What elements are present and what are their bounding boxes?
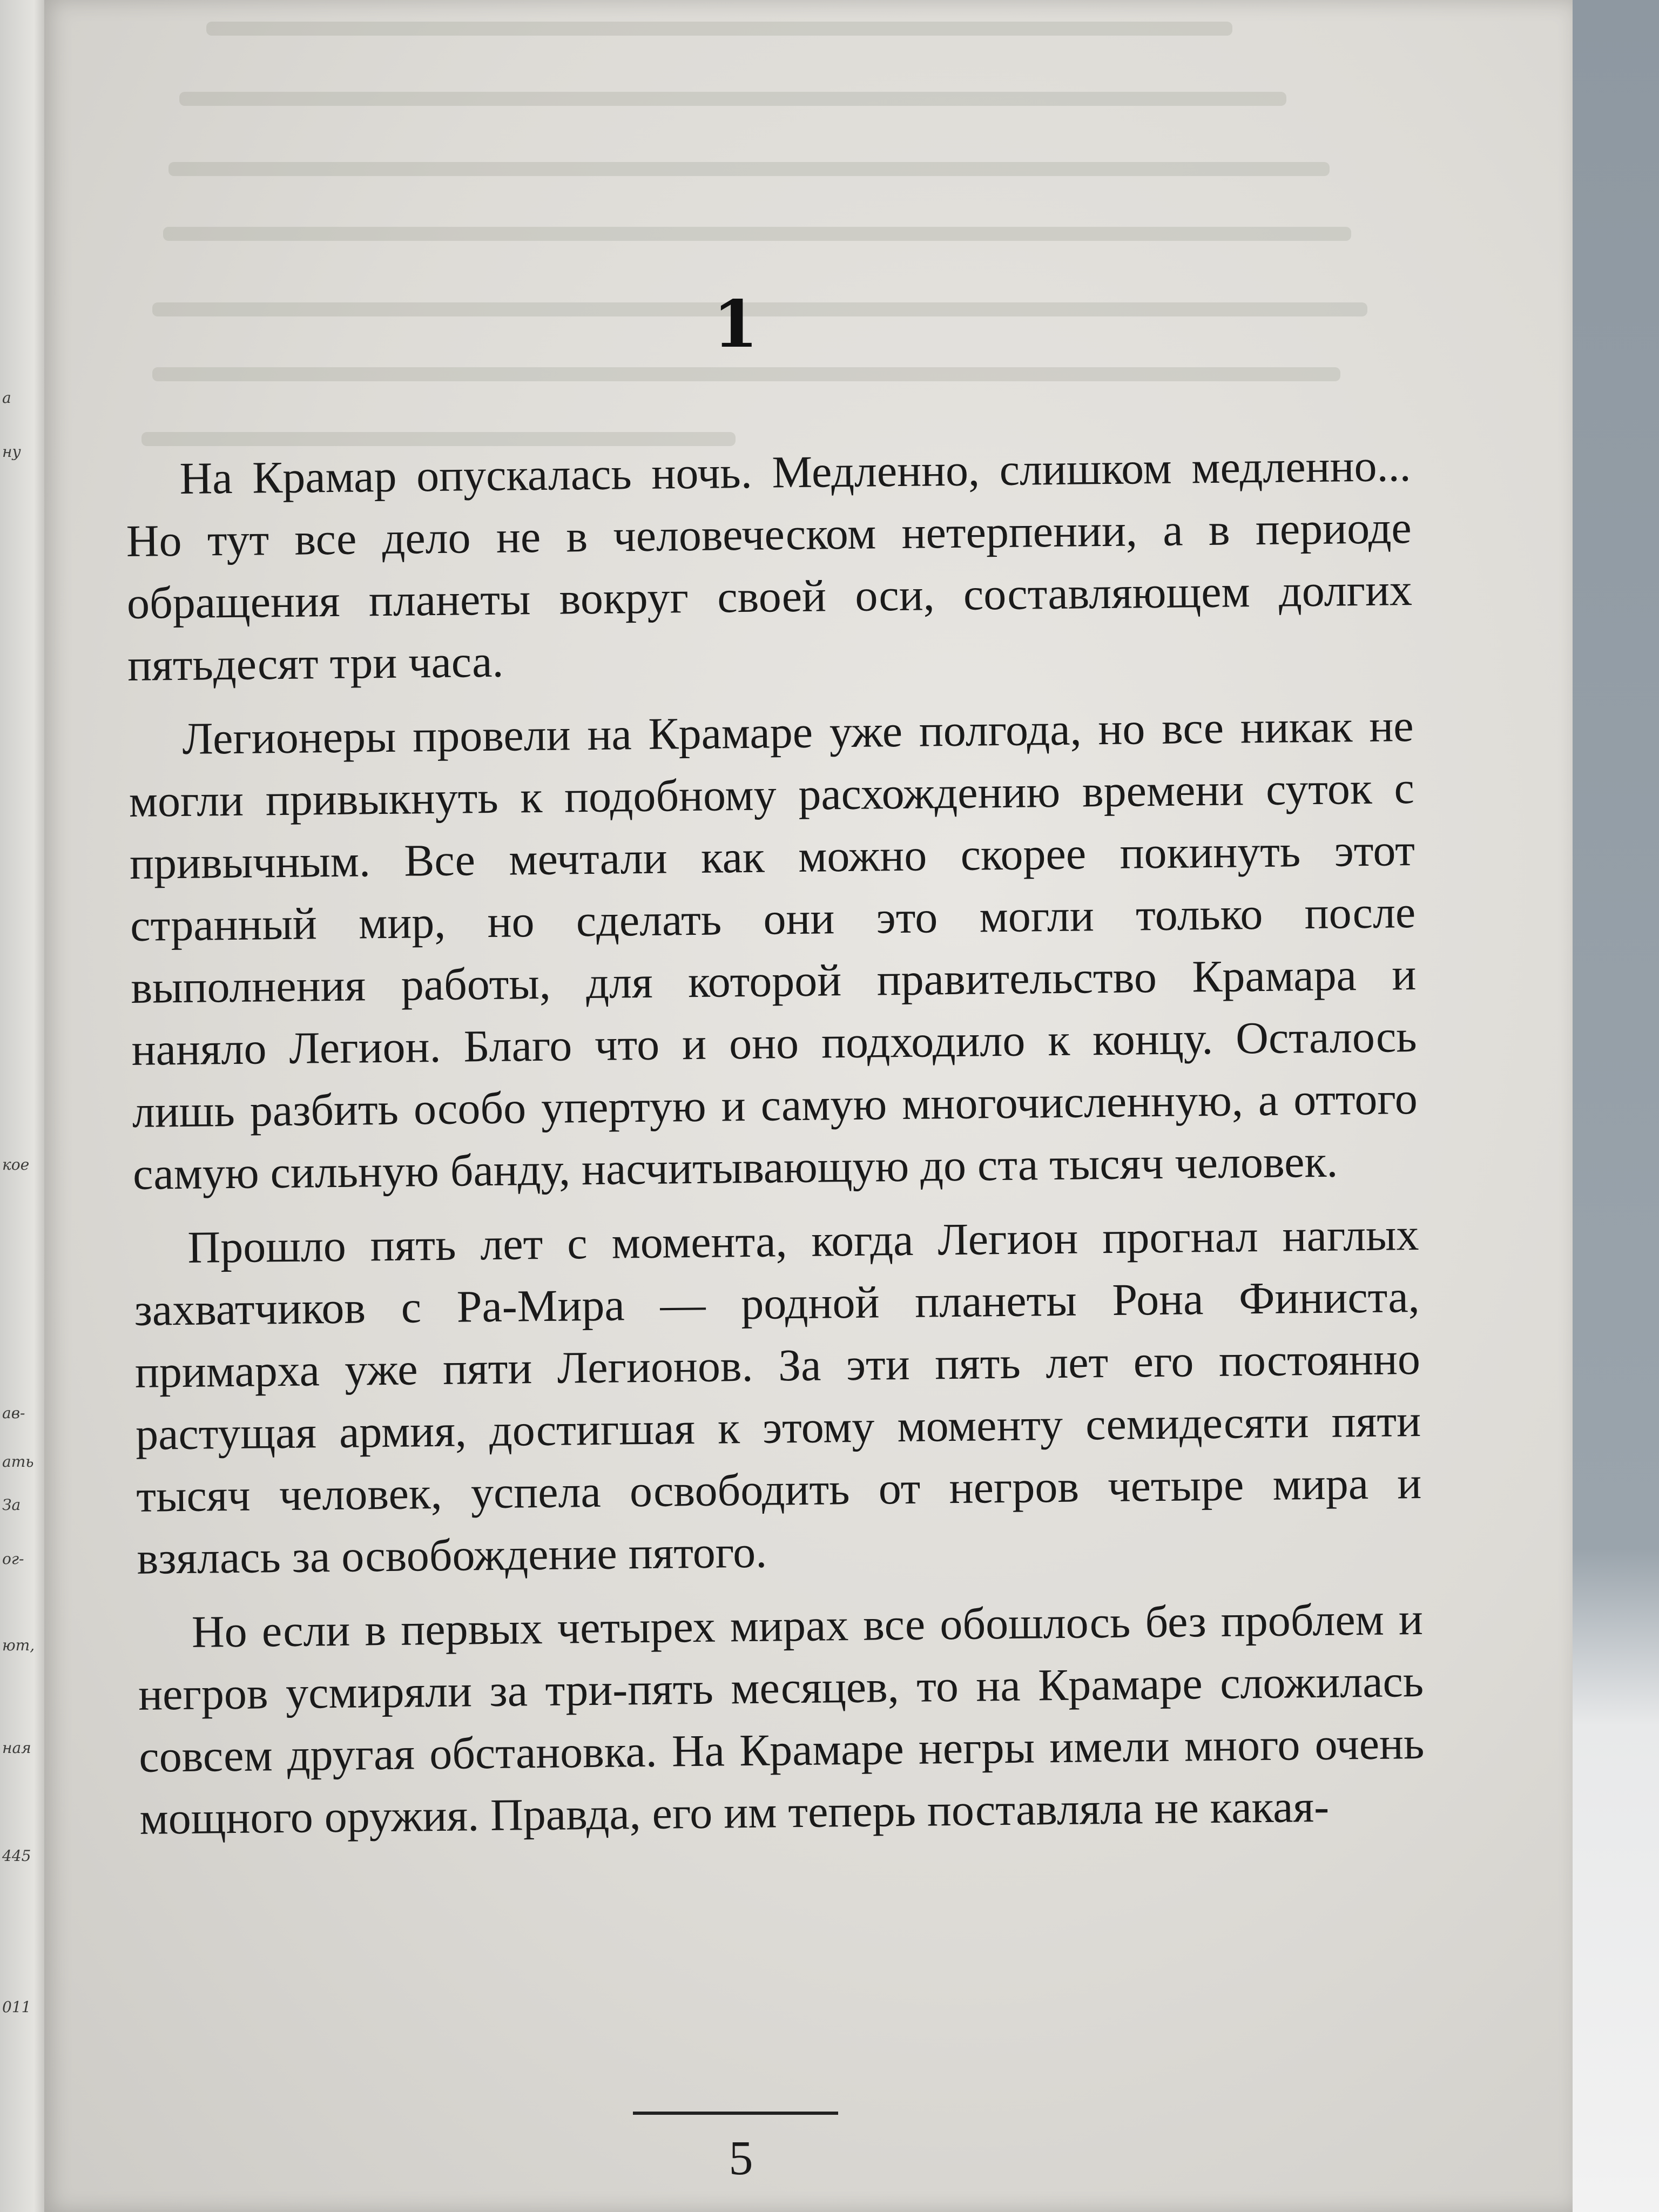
book-page <box>44 0 1573 2212</box>
left-page-fragment: За <box>2 1496 21 1514</box>
paragraph: Прошло пять лет с момента, когда Легион прогнал наглых захватчиков с Ра-Мира — родной планеты Рона Финиста, примарха уже пяти Легионов. За эти пять лет его постоянно растущая армия, достигшая к этому моменту семидесяти пяти тысяч человек, успела освободить от негров четыре мира и взялась за освобождение пятого. <box>134 1209 1422 1584</box>
left-page-fragment: ав- <box>2 1404 25 1422</box>
left-page-fragment: ог- <box>2 1550 24 1568</box>
chapter-text <box>125 435 1425 1862</box>
paragraph: Легионеры провели на Крамаре уже полгода, но все никак не могли привыкнуть к подобному расхождению времени суток с привычным. Все мечтали как можно скорее покинуть этот странный мир, но сделать они это могли только после выполнения работы, для которой правительство Крамара и наняло Легион. Благо что и оно подходило к концу. Осталось лишь разбить особо упертую и самую многочисленную, а оттого самую сильную банду, насчитывающую до ста тысяч человек. <box>129 701 1418 1199</box>
footer-rule <box>633 2112 838 2115</box>
left-page-fragment: ют, <box>2 1636 35 1654</box>
previous-page-edge <box>0 0 49 2212</box>
paragraph: На Крамар опускалась ночь. Медленно, слишком медленно... Но тут все дело не в человеческом нетерпении, а в периоде обращения планеты вокруг своей оси, составляющем долгих пятьдесят три часа. <box>126 441 1413 691</box>
page-number: 5 <box>729 2132 753 2185</box>
bleed-through-text <box>44 0 1573 486</box>
left-page-fragment: ать <box>2 1453 34 1471</box>
left-page-fragment: ная <box>2 1739 31 1757</box>
paragraph: Но если в первых четырех мирах все обошлось без проблем и негров усмиряли за три-пять месяцев, то на Крамаре сложилась совсем другая обстановка. На Крамаре негры имели много очень мощного оружия. Правда, его им теперь поставляла не какая- <box>138 1594 1425 1844</box>
left-page-fragment: 011 <box>2 1998 31 2016</box>
chapter-number: 1 <box>713 286 758 362</box>
left-page-fragment: а <box>2 389 11 407</box>
left-page-fragment: 445 <box>2 1847 31 1865</box>
left-page-fragment: ну <box>2 443 21 461</box>
left-page-fragment: кое <box>2 1156 30 1174</box>
